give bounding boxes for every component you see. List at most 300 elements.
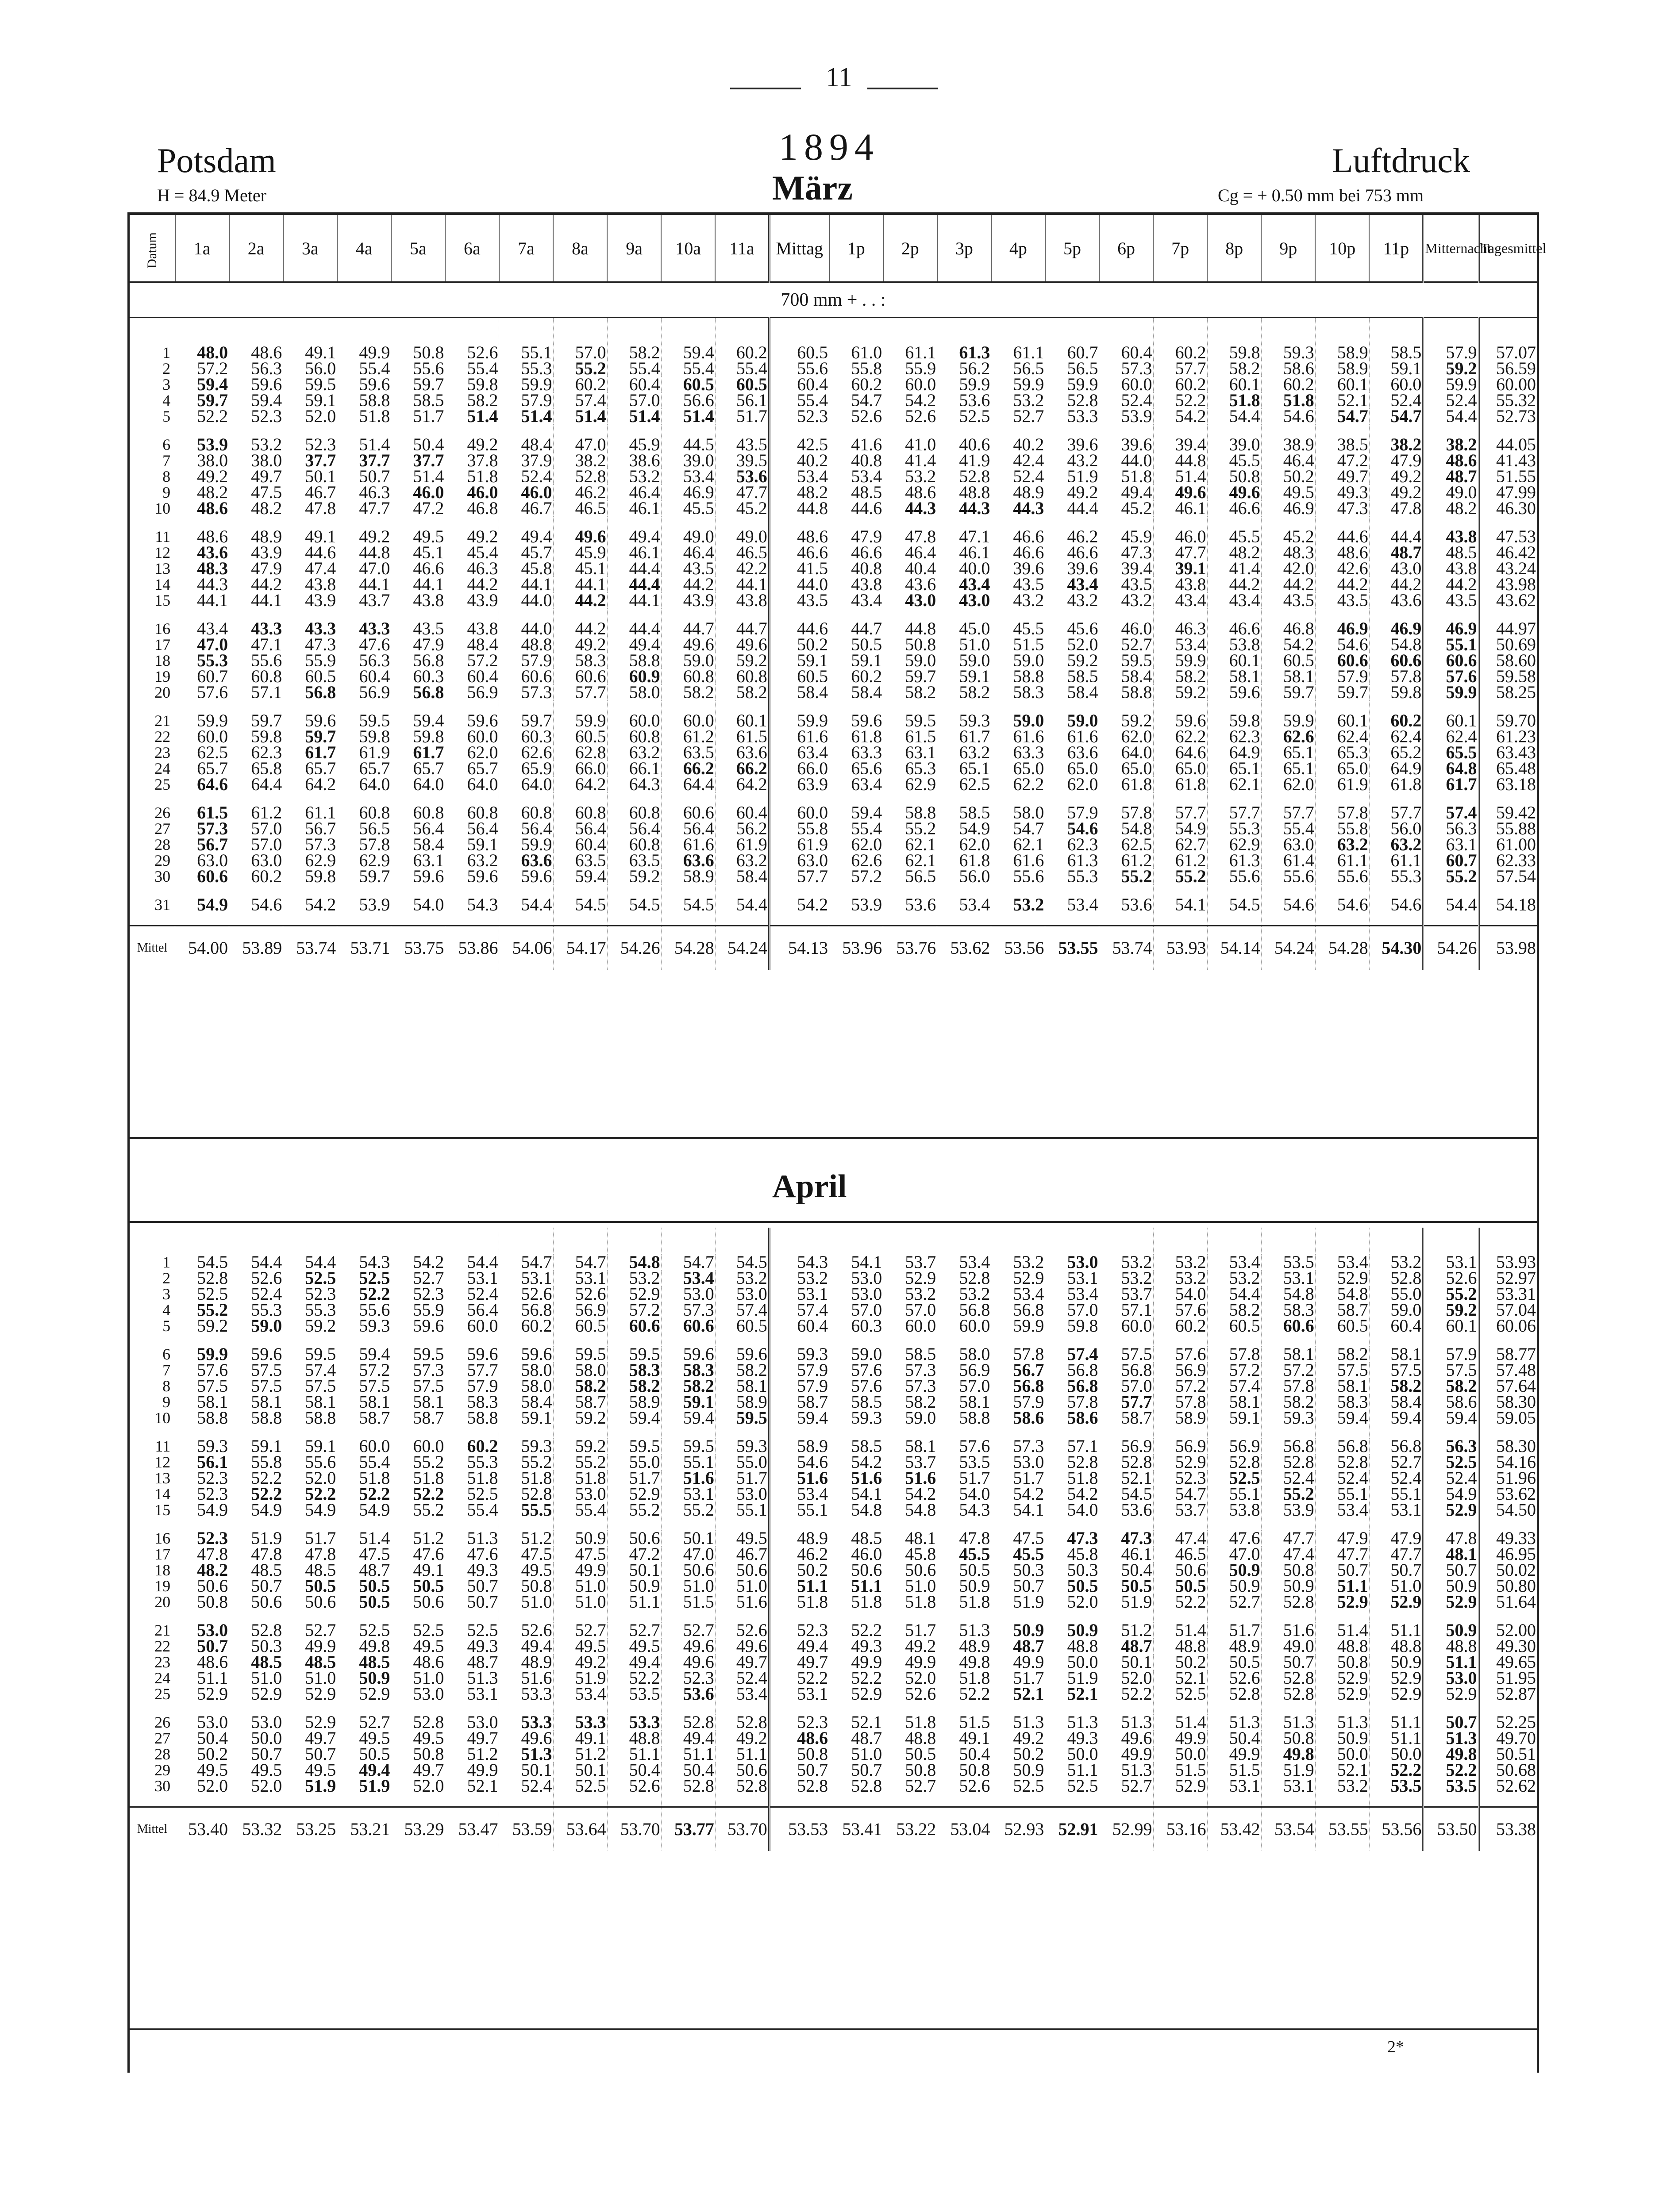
value-cell: 48.7 [1369, 545, 1423, 561]
value-cell: 60.4 [715, 805, 769, 821]
value-cell: 50.6 [883, 1562, 937, 1578]
value-cell: 44.1 [391, 576, 445, 592]
value-cell: 54.8 [829, 1502, 883, 1518]
value-cell: 58.2 [1261, 1394, 1315, 1410]
value-cell: 50.4 [661, 1762, 715, 1778]
value-cell: 54.2 [883, 1486, 937, 1502]
value-cell: 59.1 [445, 837, 499, 853]
table-row [130, 853, 1537, 868]
value-cell: 59.4 [661, 345, 715, 361]
value-cell: 57.54 [1479, 868, 1537, 884]
value-cell: 47.6 [337, 637, 391, 653]
value-cell: 59.8 [1045, 1318, 1099, 1334]
value-cell: 61.7 [283, 745, 337, 760]
value-cell: 58.4 [829, 684, 883, 700]
value-cell: 58.3 [1261, 1302, 1315, 1318]
value-cell: 43.9 [661, 592, 715, 608]
value-cell: 54.4 [499, 897, 553, 913]
day-cell: 13 [154, 1469, 171, 1487]
value-cell: 52.6 [499, 1286, 553, 1302]
value-cell: 54.4 [1423, 897, 1478, 913]
value-cell: 62.8 [553, 745, 607, 760]
value-cell: 51.5 [661, 1594, 715, 1610]
value-cell: 59.0 [1045, 713, 1099, 729]
value-cell: 50.4 [937, 1746, 991, 1762]
value-cell: 44.1 [499, 576, 553, 592]
value-cell: 58.4 [1045, 684, 1099, 700]
value-cell: 53.0 [175, 1622, 229, 1638]
value-cell: 51.6 [715, 1594, 769, 1610]
value-cell: 55.6 [1207, 868, 1261, 884]
value-cell: 57.1 [229, 684, 283, 700]
column-header: 3p [937, 215, 991, 282]
value-cell: 49.6 [1207, 484, 1261, 500]
value-cell: 44.3 [175, 576, 229, 592]
value-cell: 47.3 [1099, 1530, 1153, 1546]
value-cell: 61.00 [1479, 837, 1537, 853]
value-cell: 53.4 [715, 1686, 769, 1702]
value-cell: 52.1 [1315, 1762, 1369, 1778]
day-cell: 22 [154, 1637, 171, 1655]
value-cell: 50.5 [337, 1578, 391, 1594]
value-cell: 54.9 [1423, 1486, 1478, 1502]
april-top-rule [130, 1221, 1537, 1223]
value-cell: 49.5 [553, 1638, 607, 1654]
mittel-value: 53.22 [883, 1807, 937, 1851]
value-cell: 60.2 [1369, 713, 1423, 729]
value-cell: 49.0 [1423, 484, 1478, 500]
value-cell: 43.2 [1045, 453, 1099, 469]
value-cell: 38.9 [1261, 437, 1315, 453]
value-cell: 47.9 [391, 637, 445, 653]
value-cell: 46.1 [607, 500, 661, 516]
value-cell: 57.4 [769, 1302, 829, 1318]
value-cell: 46.8 [1261, 621, 1315, 637]
value-cell: 48.5 [229, 1654, 283, 1670]
value-cell: 52.8 [1261, 1686, 1315, 1702]
value-cell: 50.7 [991, 1578, 1045, 1594]
table-row [130, 437, 1537, 453]
value-cell: 57.3 [499, 684, 553, 700]
value-cell: 47.8 [229, 1546, 283, 1562]
value-cell: 47.53 [1479, 529, 1537, 545]
value-cell: 57.5 [1423, 1362, 1478, 1378]
value-cell: 39.6 [991, 561, 1045, 576]
value-cell: 57.9 [499, 653, 553, 668]
value-cell: 52.6 [229, 1270, 283, 1286]
mittel-value: 53.25 [283, 1807, 337, 1851]
value-cell: 64.2 [715, 776, 769, 792]
value-cell: 51.7 [883, 1622, 937, 1638]
value-cell: 52.4 [1369, 1470, 1423, 1486]
value-cell: 59.1 [661, 1394, 715, 1410]
mittel-label: Mittel [130, 1807, 175, 1851]
group-gap [130, 1518, 1537, 1530]
value-cell: 63.2 [1369, 837, 1423, 853]
value-cell: 52.9 [283, 1714, 337, 1730]
value-cell: 50.7 [337, 469, 391, 484]
table-row [130, 1594, 1537, 1610]
value-cell: 51.0 [499, 1594, 553, 1610]
value-cell: 60.8 [661, 668, 715, 684]
value-cell: 56.8 [499, 1302, 553, 1318]
value-cell: 58.5 [829, 1438, 883, 1454]
value-cell: 58.1 [229, 1394, 283, 1410]
value-cell: 41.5 [769, 561, 829, 576]
day-cell: 1 [162, 1253, 171, 1271]
value-cell: 56.8 [937, 1302, 991, 1318]
value-cell: 50.6 [715, 1562, 769, 1578]
value-cell: 64.0 [445, 776, 499, 792]
value-cell: 51.2 [391, 1530, 445, 1546]
value-cell: 56.2 [937, 361, 991, 376]
value-cell: 50.68 [1479, 1762, 1537, 1778]
value-cell: 59.2 [607, 868, 661, 884]
value-cell: 47.3 [1099, 545, 1153, 561]
value-cell: 55.4 [445, 361, 499, 376]
value-cell: 46.0 [1153, 529, 1207, 545]
table-row [130, 776, 1537, 792]
value-cell: 52.3 [769, 1622, 829, 1638]
value-cell: 52.2 [1153, 392, 1207, 408]
value-cell: 50.9 [607, 1578, 661, 1594]
value-cell: 49.4 [607, 529, 661, 545]
value-cell: 47.2 [607, 1546, 661, 1562]
value-cell: 50.8 [391, 1746, 445, 1762]
value-cell: 52.5 [553, 1778, 607, 1794]
value-cell: 53.93 [1479, 1254, 1537, 1270]
value-cell: 52.9 [1315, 1686, 1369, 1702]
value-cell: 60.2 [553, 376, 607, 392]
value-cell: 58.4 [1099, 668, 1153, 684]
value-cell: 60.9 [607, 668, 661, 684]
value-cell: 54.7 [829, 392, 883, 408]
value-cell: 52.1 [829, 1714, 883, 1730]
value-cell: 62.9 [337, 853, 391, 868]
value-cell: 62.4 [1369, 729, 1423, 745]
mittel-value: 53.56 [991, 926, 1045, 970]
value-cell: 58.6 [991, 1410, 1045, 1426]
value-cell: 52.4 [991, 469, 1045, 484]
value-cell: 51.95 [1479, 1670, 1537, 1686]
value-cell: 52.2 [229, 1486, 283, 1502]
value-cell: 52.6 [1423, 1270, 1478, 1286]
value-cell: 62.6 [499, 745, 553, 760]
table-row [130, 361, 1537, 376]
value-cell: 55.4 [1261, 821, 1315, 837]
value-cell: 57.0 [229, 837, 283, 853]
day-cell: 8 [162, 1377, 171, 1395]
value-cell: 56.9 [1153, 1438, 1207, 1454]
mittel-value: 53.29 [391, 1807, 445, 1851]
mittel-value: 53.47 [445, 1807, 499, 1851]
value-cell: 53.3 [499, 1714, 553, 1730]
value-cell: 49.3 [1045, 1730, 1099, 1746]
value-cell: 51.4 [553, 408, 607, 424]
value-cell: 59.4 [1369, 1410, 1423, 1426]
column-header: 2p [883, 215, 937, 282]
value-cell: 51.1 [1369, 1622, 1423, 1638]
value-cell: 59.2 [553, 1410, 607, 1426]
value-cell: 43.9 [445, 592, 499, 608]
value-cell: 59.5 [283, 1346, 337, 1362]
value-cell: 56.8 [1099, 1362, 1153, 1378]
value-cell: 38.5 [1315, 437, 1369, 453]
value-cell: 55.2 [661, 1502, 715, 1518]
value-cell: 54.6 [1315, 897, 1369, 913]
value-cell: 58.0 [937, 1346, 991, 1362]
value-cell: 53.1 [445, 1686, 499, 1702]
value-cell: 59.2 [175, 1318, 229, 1334]
day-cell: 11 [155, 1437, 171, 1455]
day-cell: 28 [154, 836, 171, 853]
value-cell: 54.2 [829, 1454, 883, 1470]
value-cell: 57.2 [829, 868, 883, 884]
value-cell: 61.8 [829, 729, 883, 745]
group-gap [130, 792, 1537, 805]
value-cell: 52.3 [175, 1530, 229, 1546]
value-cell: 58.2 [1207, 1302, 1261, 1318]
value-cell: 59.3 [715, 1438, 769, 1454]
mittel-value: 53.74 [283, 926, 337, 970]
value-cell: 54.4 [1423, 408, 1478, 424]
value-cell: 66.1 [607, 760, 661, 776]
value-cell: 39.5 [715, 453, 769, 469]
value-cell: 63.3 [829, 745, 883, 760]
value-cell: 47.7 [337, 500, 391, 516]
signature-mark: 2* [1387, 2038, 1404, 2056]
value-cell: 46.5 [553, 500, 607, 516]
value-cell: 43.5 [1099, 576, 1153, 592]
value-cell: 58.5 [829, 1394, 883, 1410]
value-cell: 44.2 [1423, 576, 1478, 592]
value-cell: 57.8 [1045, 1394, 1099, 1410]
value-cell: 48.9 [769, 1530, 829, 1546]
value-cell: 46.0 [445, 484, 499, 500]
value-cell: 48.8 [499, 637, 553, 653]
value-cell: 49.8 [1423, 1746, 1478, 1762]
value-cell: 50.4 [1099, 1562, 1153, 1578]
value-cell: 52.7 [337, 1714, 391, 1730]
value-cell: 54.4 [715, 897, 769, 913]
value-cell: 52.6 [715, 1622, 769, 1638]
value-cell: 57.3 [175, 821, 229, 837]
value-cell: 58.0 [607, 684, 661, 700]
value-cell: 49.2 [553, 1654, 607, 1670]
value-cell: 56.4 [391, 821, 445, 837]
value-cell: 55.0 [715, 1454, 769, 1470]
mittel-value: 53.77 [661, 1807, 715, 1851]
value-cell: 61.3 [937, 345, 991, 361]
value-cell: 48.6 [1423, 453, 1478, 469]
value-cell: 52.8 [1207, 1686, 1261, 1702]
value-cell: 60.0 [937, 1318, 991, 1334]
value-cell: 59.6 [1207, 684, 1261, 700]
mittel-value: 53.50 [1423, 1807, 1478, 1851]
mittel-value: 52.99 [1099, 1807, 1153, 1851]
value-cell: 49.5 [1261, 484, 1315, 500]
value-cell: 56.2 [715, 821, 769, 837]
column-header: 6a [445, 215, 499, 282]
day-cell: 21 [154, 712, 171, 730]
value-cell: 49.8 [337, 1638, 391, 1654]
value-cell: 52.8 [1045, 392, 1099, 408]
mittel-row [130, 926, 1537, 970]
value-cell: 59.2 [1423, 361, 1478, 376]
value-cell: 57.3 [661, 1302, 715, 1318]
value-cell: 55.6 [391, 361, 445, 376]
value-cell: 50.0 [1369, 1746, 1423, 1762]
value-cell: 60.0 [769, 805, 829, 821]
value-cell: 65.48 [1479, 760, 1537, 776]
value-cell: 49.1 [553, 1730, 607, 1746]
value-cell: 61.0 [829, 345, 883, 361]
unit-label: 700 mm + . . : [130, 282, 1537, 318]
value-cell: 58.1 [283, 1394, 337, 1410]
value-cell: 64.4 [229, 776, 283, 792]
value-cell: 54.6 [1045, 821, 1099, 837]
table-row [130, 500, 1537, 516]
value-cell: 48.2 [175, 1562, 229, 1578]
value-cell: 43.8 [283, 576, 337, 592]
value-cell: 55.2 [553, 1454, 607, 1470]
value-cell: 53.4 [1315, 1254, 1369, 1270]
value-cell: 55.6 [283, 1454, 337, 1470]
value-cell: 50.80 [1479, 1578, 1537, 1594]
value-cell: 51.1 [607, 1594, 661, 1610]
value-cell: 62.4 [1315, 729, 1369, 745]
value-cell: 47.8 [283, 500, 337, 516]
value-cell: 47.9 [229, 561, 283, 576]
column-header [130, 215, 175, 282]
value-cell: 60.8 [607, 837, 661, 853]
value-cell: 52.4 [1369, 392, 1423, 408]
value-cell: 54.7 [1315, 408, 1369, 424]
value-cell: 46.0 [499, 484, 553, 500]
value-cell: 39.4 [1099, 561, 1153, 576]
value-cell: 51.4 [607, 408, 661, 424]
value-cell: 57.0 [937, 1378, 991, 1394]
value-cell: 60.7 [175, 668, 229, 684]
value-cell: 48.8 [607, 1730, 661, 1746]
day-cell: 24 [154, 760, 171, 777]
value-cell: 52.9 [1153, 1778, 1207, 1794]
value-cell: 52.3 [769, 1714, 829, 1730]
value-cell: 52.8 [715, 1778, 769, 1794]
value-cell: 53.3 [553, 1714, 607, 1730]
value-cell: 50.7 [1369, 1562, 1423, 1578]
value-cell: 50.5 [1153, 1578, 1207, 1594]
value-cell: 50.2 [1153, 1654, 1207, 1670]
value-cell: 59.3 [499, 1438, 553, 1454]
column-header-row [130, 215, 1547, 318]
value-cell: 43.9 [283, 592, 337, 608]
value-cell: 55.1 [769, 1502, 829, 1518]
day-cell: 23 [154, 1653, 171, 1671]
table-row [130, 1286, 1537, 1302]
value-cell: 53.3 [607, 1714, 661, 1730]
value-cell: 46.3 [1153, 621, 1207, 637]
table-row [130, 592, 1537, 608]
value-cell: 54.0 [391, 897, 445, 913]
table-row [130, 1654, 1537, 1670]
day-cell: 23 [154, 744, 171, 761]
value-cell: 38.2 [553, 453, 607, 469]
table-row [130, 1486, 1537, 1502]
april-table [130, 1228, 1537, 1851]
day-cell: 20 [154, 1593, 171, 1611]
value-cell: 52.2 [769, 1670, 829, 1686]
table-row [130, 745, 1537, 760]
value-cell: 58.1 [337, 1394, 391, 1410]
value-cell: 52.8 [661, 1778, 715, 1794]
value-cell: 51.3 [991, 1714, 1045, 1730]
value-cell: 54.3 [337, 1254, 391, 1270]
value-cell: 51.4 [1315, 1622, 1369, 1638]
day-cell: 6 [162, 1345, 171, 1363]
value-cell: 49.5 [229, 1762, 283, 1778]
value-cell: 58.2 [445, 392, 499, 408]
value-cell: 47.0 [175, 637, 229, 653]
value-cell: 59.0 [661, 653, 715, 668]
value-cell: 58.0 [499, 1362, 553, 1378]
value-cell: 43.4 [1207, 592, 1261, 608]
value-cell: 50.8 [1261, 1730, 1315, 1746]
column-header: 8a [553, 215, 607, 282]
value-cell: 63.1 [391, 853, 445, 868]
value-cell: 47.7 [1369, 1546, 1423, 1562]
value-cell: 59.1 [283, 392, 337, 408]
value-cell: 57.6 [829, 1362, 883, 1378]
value-cell: 56.8 [991, 1378, 1045, 1394]
value-cell: 51.0 [391, 1670, 445, 1686]
value-cell: 49.6 [499, 1730, 553, 1746]
value-cell: 62.3 [1045, 837, 1099, 853]
value-cell: 39.1 [1153, 561, 1207, 576]
value-cell: 44.1 [337, 576, 391, 592]
mittel-value: 53.41 [829, 1807, 883, 1851]
value-cell: 51.1 [1369, 1714, 1423, 1730]
table-row [130, 1502, 1537, 1518]
value-cell: 59.1 [229, 1438, 283, 1454]
value-cell: 51.7 [607, 1470, 661, 1486]
value-cell: 50.4 [607, 1762, 661, 1778]
value-cell: 57.9 [769, 1362, 829, 1378]
value-cell: 59.7 [1315, 684, 1369, 700]
value-cell: 58.1 [1207, 668, 1261, 684]
value-cell: 45.9 [553, 545, 607, 561]
group-gap [130, 318, 1537, 345]
value-cell: 56.4 [553, 821, 607, 837]
value-cell: 60.1 [1207, 653, 1261, 668]
value-cell: 49.5 [391, 1638, 445, 1654]
value-cell: 57.48 [1479, 1362, 1537, 1378]
value-cell: 50.8 [883, 637, 937, 653]
value-cell: 59.6 [229, 1346, 283, 1362]
value-cell: 62.0 [829, 837, 883, 853]
value-cell: 47.0 [337, 561, 391, 576]
value-cell: 56.4 [445, 1302, 499, 1318]
value-cell: 61.7 [1423, 776, 1478, 792]
value-cell: 61.4 [1261, 853, 1315, 868]
value-cell: 51.3 [1099, 1762, 1153, 1778]
value-cell: 53.1 [1045, 1270, 1099, 1286]
value-cell: 60.6 [1261, 1318, 1315, 1334]
value-cell: 40.4 [883, 561, 937, 576]
table-row [130, 1762, 1537, 1778]
day-cell: 3 [162, 376, 171, 393]
value-cell: 64.9 [1207, 745, 1261, 760]
